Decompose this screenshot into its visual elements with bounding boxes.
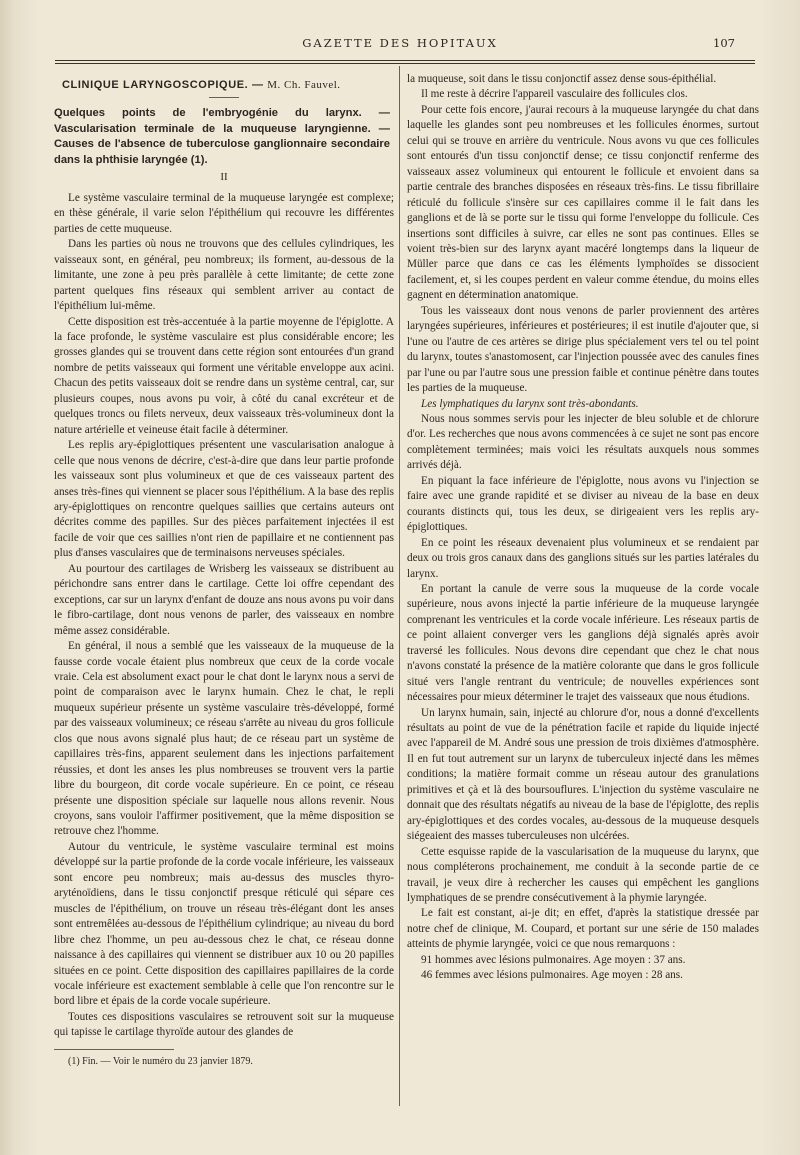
- paragraph: Il me reste à décrire l'appareil vasculaire des follicules clos.: [421, 88, 688, 101]
- article-title: Quelques points de l'embryogénie du larynx. — Vascularisation terminale de la muqueuse laryngienne. — Causes de l'absence de tuberculose ganglionnaire secondaire dans la phthisie laryngée (1).: [54, 107, 390, 166]
- footnote-rule: [54, 1049, 174, 1050]
- running-header: [55, 36, 745, 52]
- part-number: II: [220, 171, 228, 184]
- paragraph: En général, il nous a semblé que les vaisseaux de la muqueuse de la fausse corde vocale étaient plus nombreux que ceux de la corde vocale vraie. Cela est absolument exact pour le chat dont le larynx nous a servi de point de comparaison avec le larynx humain. Chez le chat, le repli muqueux supérieur présente un système vasculaire très-développé, formé par des vaisseaux volumineux; ce réseau s'arrête au niveau du gros follicule clos que nous avons signalé plus haut; de ce réseau part un système de capillaires très-fins, apparent seulement dans les injections parfaitement réussies, et dont les anses les plus nombreuses se trouvent vers la partie libre du bourgeon, dit corde vocale supérieure. En ce point, ce réseau présente une disposition spéciale sur laquelle nous allons revenir. Nous croyons, sans vouloir l'affirmer positivement, que la même disposition se retrouve chez l'homme.: [54, 640, 394, 838]
- right-column: [407, 72, 759, 984]
- footnote: (1) Fin. — Voir le numéro du 23 janvier 1879.: [68, 1055, 253, 1067]
- paragraph: Les replis ary-épiglottiques présentent une vascularisation analogue à celle que nous venons de décrire, c'est-à-dire que dans leur partie profonde les vaisseaux sont plus volumineux et que de ces vaisseaux partent des anses très-fines qui viennent se placer sous l'épithélium. A la base des replis ary-épiglottiques on rencontre quelques saillies que certains auteurs ont décrites comme des papilles. Sur des pièces parfaitement injectées il est facile de voir que ces saillies n'ont rien de papillaire et ne contiennent pas plus d'anses vasculaires que de terminaisons nerveuses spéciales.: [54, 439, 394, 560]
- paragraph: Au pourtour des cartilages de Wrisberg les vaisseaux se distribuent au périchondre sans entrer dans le cartilage. Cette loi offre cependant des exceptions, car sur un larynx d'enfant de douze ans nous avons pu voir dans le fibro-cartilage, dont nous venons de parler, des vaisseaux en nombre même assez considérable.: [54, 562, 394, 637]
- section-author: M. Ch. Fauvel.: [267, 79, 341, 91]
- italic-subheading: Les lymphatiques du larynx sont très-abondants.: [421, 397, 639, 410]
- paragraph: Cette esquisse rapide de la vascularisation de la muqueuse du larynx, que nous compléterons prochainement, me conduit à la seconde partie de ce travail, je veux dire à rechercher les causes qui empêchent les ganglions lymphatiques de se prendre consécutivement à la phymie laryngée.: [407, 845, 759, 905]
- paragraph: En portant la canule de verre sous la muqueuse de la corde vocale supérieure, nous avons injecté la partie inférieure de la muqueuse laryngée comprenant les ventricules et la corde vocale inférieure. Les réseaux partis de ce point allaient converger vers les ganglions déjà signalés après avoir traversé les follicules. Nous devons dire cependant que chez le chat nous n'avons constaté la présence de la matière colorante que dans le gros follicule situé vers l'angle rentrant du ventricule; de nouvelles expériences sont nécessaires pour mieux déterminer le trajet des vaisseaux que nous étudions.: [407, 582, 759, 704]
- paragraph: la muqueuse, soit dans le tissu conjonctif assez dense sous-épithélial.: [407, 73, 717, 85]
- paragraph: Toutes ces dispositions vasculaires se retrouvent soit sur la muqueuse qui tapisse le cartilage thyroïde autour des glandes de: [54, 1010, 394, 1039]
- paragraph: En piquant la face inférieure de l'épiglotte, nous avons vu l'injection se faire avec une grande rapidité et se diviser au niveau de la base en deux courants distincts qui, tous les deux, se dirigeaient vers les replis ary-épiglottiques.: [407, 474, 759, 534]
- journal-title: GAZETTE DES HOPITAUX: [302, 36, 498, 50]
- paragraph: Le système vasculaire terminal de la muqueuse laryngée est complexe; en thèse générale, il varie selon l'épithélium qui recouvre les différentes parties de cette muqueuse.: [54, 191, 394, 235]
- paragraph: Nous nous sommes servis pour les injecter de bleu soluble et de chlorure d'or. Les recherches que nous avons commencées à ce sujet ne sont pas encore complètement terminées; mais voici les résultats auxquels nous sommes arrivés déjà.: [407, 412, 759, 472]
- header-rule-thin: [55, 63, 755, 64]
- left-column: [54, 72, 394, 1069]
- paragraph: Dans les parties où nous ne trouvons que des cellules cylindriques, les vaisseaux sont, en général, peu nombreux; ils forment, au-dessous de la limitante, une zone à peu près parallèle à cette limitante; de cette zone partent quelques fins réseaux qui semblent arriver au contact de l'épithélium lui-même.: [54, 238, 394, 313]
- paragraph: Pour cette fois encore, j'aurai recours à la muqueuse laryngée du chat dans laquelle les glandes sont peu nombreuses et les follicules énormes, surtout celui qui se trouve en arrière du ventricule. Nous avons vu que ces follicules sont entourés d'un tissu conjonctif dense; ce tissu conjonctif renferme des vaisseaux assez volumineux qui entourent le follicule et envoient dans sa partie centrale des branches disposées en réseaux très-fins. Le tissu fibrillaire réticulé du follicule s'insère sur ces capillaires comme il le fait dans les ganglions et de là se porte sur le tissu qui forme l'enveloppe du follicule. Ces insertions sont difficiles à suivre, car elles ne sont pas continues. Elles se voient très-bien sur des larynx ayant macéré longtemps dans la liqueur de Müller parce que dans ce cas les éléments lymphoïdes se dissocient facilement, et, si les coupes perdent en valeur comme étendue, du moins elles gagnent en détermination anatomique.: [407, 103, 759, 302]
- column-divider: [399, 66, 400, 1106]
- header-rule: [55, 60, 755, 61]
- statistics-line: 91 hommes avec lésions pulmonaires. Age moyen : 37 ans.: [421, 953, 686, 966]
- paragraph: En ce point les réseaux devenaient plus volumineux et se rendaient par deux ou trois gros canaux dans des ganglions situés sur les parties latérales du larynx.: [407, 536, 759, 580]
- paragraph-italic: [407, 397, 759, 412]
- statistics-list: [407, 953, 759, 984]
- section-title: CLINIQUE LARYNGOSCOPIQUE. —: [62, 79, 264, 91]
- paragraph: Le fait est constant, ai-je dit; en effet, d'après la statistique dressée par notre chef de clinique, M. Coupard, et portant sur une série de 150 malades atteints de phymie laryngée, voici ce que nous remarquons :: [407, 907, 759, 951]
- statistics-line: 46 femmes avec lésions pulmonaires. Age moyen : 28 ans.: [421, 969, 683, 982]
- paragraph: Autour du ventricule, le système vasculaire terminal est moins développé sur la partie profonde de la corde vocale inférieure, les vaisseaux sont encore peu nombreux; mais au-dessus des muscles thyro-aryténoïdiens, dans le tissu conjonctif presque réticulé qui sépare ces muscles de l'épithélium, on trouve un réseau très-élégant dont les anses sont entremêlées au-dessous de l'épithélium cylindrique; au niveau du bord libre chez l'homme, un peu au-dessous chez le chat, ce réseau donne naissance à des capillaires qui viennent se distribuer aux 10 ou 20 papilles situées en ce point. Cette disposition des capillaires papillaires de la corde vocale inférieure est exactement semblable à celle que l'on rencontre sur le bord libre et épais de la corde vocale supérieure.: [54, 840, 394, 1008]
- paragraph: Cette disposition est très-accentuée à la partie moyenne de l'épiglotte. A la face profonde, le système vasculaire est plus considérable encore; les grosses glandes qui se trouvent dans cette région sont entourées d'un grand nombre de petits vaisseaux qui forment une véritable enveloppe aux acini. Chacun des petits vaisseaux doit se rendre dans un système central, car, sur plusieurs coupes, nous avons pu voir, à côté du canal excréteur et de quelques troncs ou filets nerveux, deux vaisseaux très-volumineux dont la nature artérielle et veineuse était facile à déterminer.: [54, 315, 394, 436]
- short-rule: [209, 97, 239, 98]
- paragraph: Un larynx humain, sain, injecté au chlorure d'or, nous a donné d'excellents résultats au point de vue de la pénétration facile et rapide du liquide injecté avec l'appareil de M. André sous une pression de trois dixièmes d'atmosphère. Il en fut tout autrement sur un larynx de tuberculeux injecté dans les mêmes conditions; la matière formait comme un réseau autour des granulations primitives et çà et là des boursouflures. L'injection du système vasculaire ne donnait que des résultats négatifs au niveau de la base de l'épiglotte, des replis ary-épiglottiques et des cordes vocales, au-dessous de la muqueuse desquels siégeaient des masses tuberculeuses non ulcérées.: [407, 706, 759, 843]
- page-number: 107: [713, 36, 735, 50]
- paragraph: Tous les vaisseaux dont nous venons de parler proviennent des artères laryngées supérieures, inférieures et postérieures; il est inutile d'ajouter que, si l'une ou l'autre de ces artères se dirige plus spécialement vers tel ou tel point du larynx, toutes s'anastomosent, car l'injection poussée avec des canules fines par l'une ou par l'autre sous une pression faible et continue pénètre dans toutes les parties de la muqueuse.: [407, 304, 759, 395]
- section-heading: [62, 78, 394, 93]
